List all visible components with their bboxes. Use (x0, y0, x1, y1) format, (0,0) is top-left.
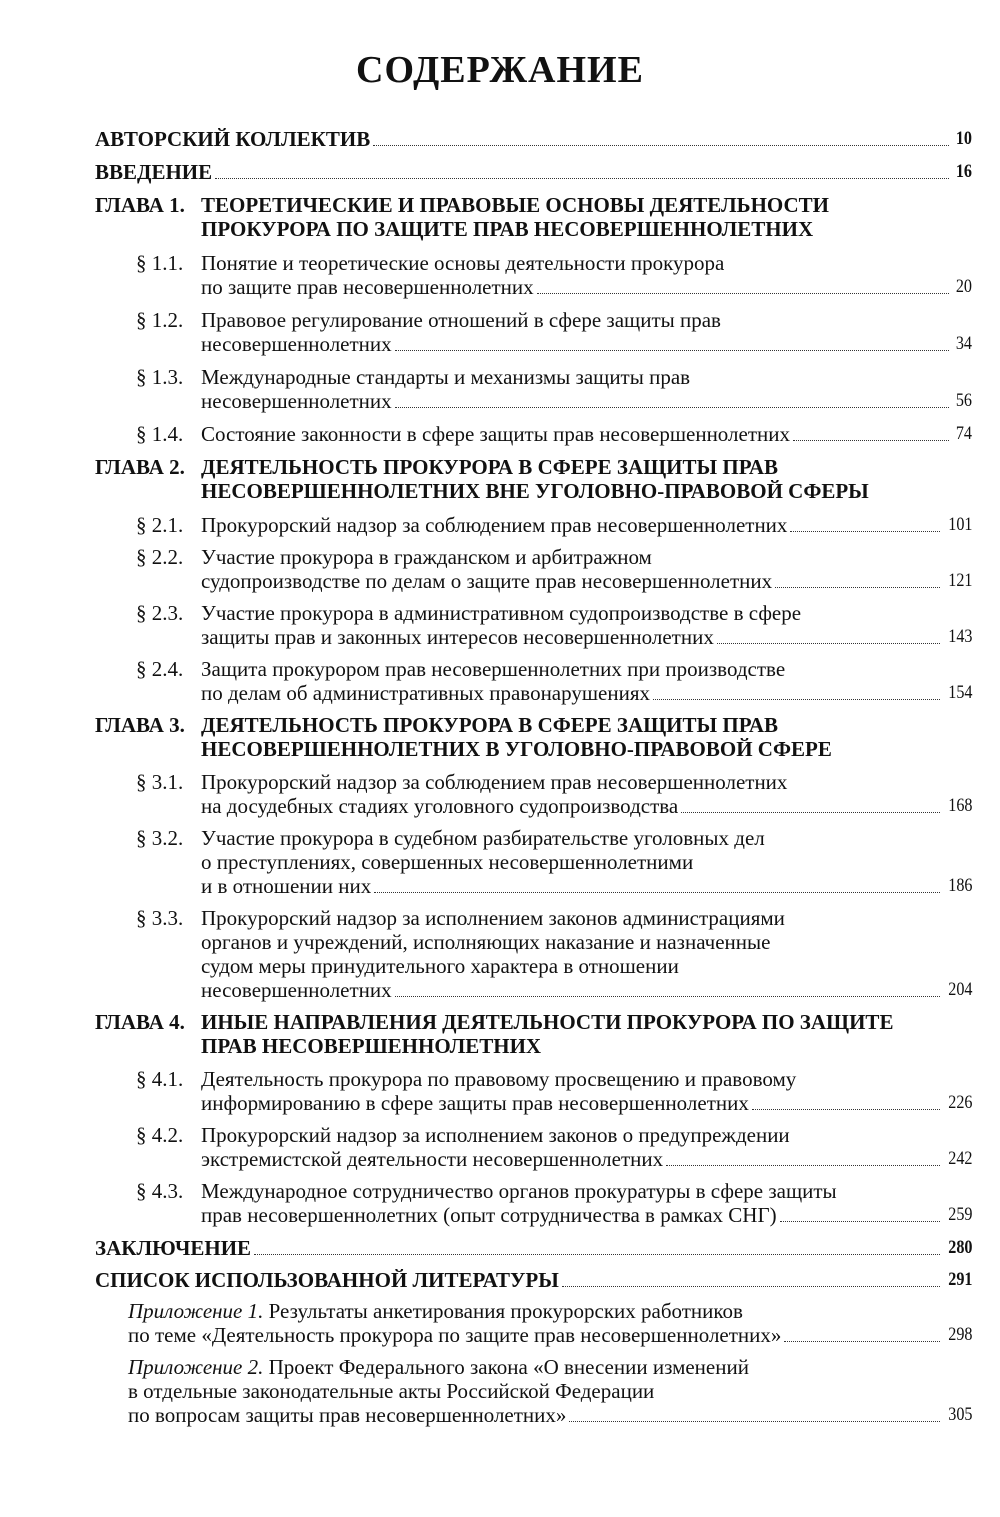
dot-leader (717, 643, 940, 644)
dot-leader (780, 1221, 940, 1222)
appendix-title: по теме «Деятельность прокурора по защите прав несовершеннолетних» (128, 1323, 782, 1347)
chapter-label: ГЛАВА 2. (95, 455, 185, 479)
section-title: Состояние законности в сфере защиты прав несовершеннолетних (201, 422, 790, 446)
toc-page-number: 186 (947, 875, 972, 896)
section-title[interactable]: Участие прокурора в судебном разбирательстве уголовных дел (201, 826, 765, 850)
chapter-label: ГЛАВА 4. (95, 1010, 185, 1034)
section-number: § 1.2. (136, 308, 184, 332)
toc-entry-2-1[interactable] (201, 512, 972, 538)
section-number: § 1.4. (136, 422, 184, 446)
toc-page-number: 143 (947, 626, 972, 647)
toc-entry-4-2[interactable] (201, 1146, 972, 1172)
section-title[interactable]: Прокурорский надзор за исполнением законов о предупреждении (201, 1123, 790, 1147)
section-number: § 1.1. (136, 251, 184, 275)
toc-entry-3-3[interactable] (201, 977, 972, 1003)
toc-page-number: 204 (947, 979, 972, 1000)
toc-page-number: 74 (955, 423, 972, 444)
section-number: § 2.4. (136, 657, 184, 681)
toc-page-number: 101 (947, 514, 972, 535)
section-number: § 3.3. (136, 906, 184, 930)
toc-entry-conclusion[interactable] (95, 1235, 972, 1261)
toc-entry-1-2[interactable] (201, 331, 972, 357)
section-title[interactable]: органов и учреждений, исполняющих наказание и назначенные (201, 930, 771, 954)
toc-page-number: 259 (947, 1204, 972, 1225)
section-title[interactable]: Защита прокурором прав несовершеннолетних при производстве (201, 657, 786, 681)
toc-entry-2-2[interactable] (201, 568, 972, 594)
toc-page-number: 242 (947, 1148, 972, 1169)
toc-page-number: 34 (955, 333, 972, 354)
toc-entry-appendix-1[interactable] (128, 1322, 972, 1348)
page-title: СОДЕРЖАНИЕ (356, 49, 644, 91)
section-number: § 4.3. (136, 1179, 184, 1203)
dot-leader (373, 145, 949, 146)
toc-page-number: 168 (947, 795, 972, 816)
dot-leader (752, 1109, 940, 1110)
section-title[interactable]: Международные стандарты и механизмы защиты прав (201, 365, 691, 389)
toc-page-number: 16 (955, 161, 972, 182)
appendix-title: по вопросам защиты прав несовершеннолетних» (128, 1403, 567, 1427)
section-title: по делам об административных правонарушениях (201, 681, 650, 705)
toc-page-number: 121 (947, 570, 972, 591)
chapter-title[interactable]: ДЕЯТЕЛЬНОСТЬ ПРОКУРОРА В СФЕРЕ ЗАЩИТЫ ПРАВ (201, 713, 779, 737)
section-number: § 3.2. (136, 826, 184, 850)
section-number: § 2.2. (136, 545, 184, 569)
dot-leader (666, 1165, 939, 1166)
chapter-title[interactable]: ИНЫЕ НАПРАВЛЕНИЯ ДЕЯТЕЛЬНОСТИ ПРОКУРОРА ПО ЗАЩИТЕ (201, 1010, 894, 1034)
toc-entry-text: СПИСОК ИСПОЛЬЗОВАННОЙ ЛИТЕРАТУРЫ (95, 1268, 559, 1292)
section-number: § 2.1. (136, 513, 184, 537)
section-title: информированию в сфере защиты прав несовершеннолетних (201, 1091, 749, 1115)
toc-page-number: 10 (955, 128, 972, 149)
dot-leader (681, 812, 939, 813)
section-number: § 3.1. (136, 770, 184, 794)
chapter-label: ГЛАВА 3. (95, 713, 185, 737)
section-title: судопроизводстве по делам о защите прав несовершеннолетних (201, 569, 773, 593)
toc-entry-2-4[interactable] (201, 680, 972, 706)
toc-page-number: 226 (947, 1092, 972, 1113)
toc-entry-authors[interactable] (95, 126, 972, 152)
section-title[interactable]: Понятие и теоретические основы деятельности прокурора (201, 251, 725, 275)
section-number: § 4.1. (136, 1067, 184, 1091)
toc-page-number: 291 (947, 1269, 972, 1290)
section-title: несовершеннолетних (201, 978, 392, 1002)
section-title[interactable]: Прокурорский надзор за соблюдением прав несовершеннолетних (201, 770, 788, 794)
section-title: Прокурорский надзор за соблюдением прав несовершеннолетних (201, 513, 788, 537)
chapter-title[interactable]: НЕСОВЕРШЕННОЛЕТНИХ В УГОЛОВНО-ПРАВОВОЙ СФЕРЕ (201, 737, 832, 761)
toc-entry-text: ЗАКЛЮЧЕНИЕ (95, 1236, 252, 1260)
toc-entry-text: АВТОРСКИЙ КОЛЛЕКТИВ (95, 127, 371, 151)
section-title[interactable]: о преступлениях, совершенных несовершеннолетними (201, 850, 694, 874)
toc-entry-appendix-2[interactable] (128, 1402, 972, 1428)
chapter-title[interactable]: ТЕОРЕТИЧЕСКИЕ И ПРАВОВЫЕ ОСНОВЫ ДЕЯТЕЛЬНОСТИ (201, 193, 830, 217)
toc-page-number: 154 (947, 682, 972, 703)
section-title: несовершеннолетних (201, 332, 392, 356)
chapter-title[interactable]: ПРАВ НЕСОВЕРШЕННОЛЕТНИХ (201, 1034, 542, 1058)
dot-leader (254, 1254, 939, 1255)
toc-entry-intro[interactable] (95, 159, 972, 185)
toc-page-number: 305 (947, 1404, 972, 1425)
section-title[interactable]: Прокурорский надзор за исполнением законов администрациями (201, 906, 785, 930)
appendix-title: Результаты анкетирования прокурорских работников (268, 1299, 743, 1323)
dot-leader (395, 350, 949, 351)
section-title: на досудебных стадиях уголовного судопроизводства (201, 794, 679, 818)
dot-leader (784, 1341, 939, 1342)
dot-leader (374, 892, 939, 893)
section-title[interactable]: Деятельность прокурора по правовому просвещению и правовому (201, 1067, 797, 1091)
appendix-label: Приложение 1. (128, 1299, 264, 1323)
toc-page-number: 280 (947, 1237, 972, 1258)
toc-entry-4-3[interactable] (201, 1202, 972, 1228)
section-title: экстремистской деятельности несовершеннолетних (201, 1147, 664, 1171)
dot-leader (653, 699, 940, 700)
section-title[interactable]: Участие прокурора в административном судопроизводстве в сфере (201, 601, 802, 625)
section-title: прав несовершеннолетних (опыт сотрудничества в рамках СНГ) (201, 1203, 777, 1227)
section-number: § 2.3. (136, 601, 184, 625)
section-number: § 4.2. (136, 1123, 184, 1147)
section-number: § 1.3. (136, 365, 184, 389)
dot-leader (395, 407, 949, 408)
chapter-label: ГЛАВА 1. (95, 193, 185, 217)
chapter-title[interactable]: ПРОКУРОРА ПО ЗАЩИТЕ ПРАВ НЕСОВЕРШЕННОЛЕТНИХ (201, 217, 814, 241)
section-title[interactable]: Правовое регулирование отношений в сфере защиты прав (201, 308, 721, 332)
toc-entry-3-1[interactable] (201, 793, 972, 819)
dot-leader (395, 996, 940, 997)
section-title[interactable]: Участие прокурора в гражданском и арбитражном (201, 545, 652, 569)
dot-leader (537, 293, 949, 294)
section-title: защиты прав и законных интересов несовершеннолетних (201, 625, 714, 649)
section-title: несовершеннолетних (201, 389, 392, 413)
toc-entry-3-2[interactable] (201, 873, 972, 899)
dot-leader (793, 440, 949, 441)
appendix-label: Приложение 2. (128, 1355, 264, 1379)
chapter-title[interactable]: НЕСОВЕРШЕННОЛЕТНИХ ВНЕ УГОЛОВНО-ПРАВОВОЙ СФЕРЫ (201, 479, 869, 503)
toc-entry-1-1[interactable] (201, 274, 972, 300)
appendix-title[interactable]: в отдельные законодательные акты Российской Федерации (128, 1379, 655, 1403)
toc-page-number: 20 (955, 276, 972, 297)
dot-leader (775, 587, 939, 588)
dot-leader (215, 178, 949, 179)
chapter-title[interactable]: ДЕЯТЕЛЬНОСТЬ ПРОКУРОРА В СФЕРЕ ЗАЩИТЫ ПРАВ (201, 455, 779, 479)
section-title[interactable]: Международное сотрудничество органов прокуратуры в сфере защиты (201, 1179, 837, 1203)
toc-entry-4-1[interactable] (201, 1090, 972, 1116)
section-title: и в отношении них (201, 874, 372, 898)
toc-entry-text: ВВЕДЕНИЕ (95, 160, 213, 184)
toc-entry-2-3[interactable] (201, 624, 972, 650)
appendix-title: Проект Федерального закона «О внесении изменений (268, 1355, 749, 1379)
section-title: по защите прав несовершеннолетних (201, 275, 534, 299)
section-title[interactable]: судом меры принудительного характера в отношении (201, 954, 679, 978)
toc-page-number: 298 (947, 1324, 972, 1345)
appendix-1-first-line[interactable] (128, 1298, 743, 1324)
dot-leader (790, 531, 939, 532)
dot-leader (569, 1421, 939, 1422)
toc-entry-1-3[interactable] (201, 388, 972, 414)
toc-page-number: 56 (955, 390, 972, 411)
appendix-2-first-line[interactable] (128, 1354, 749, 1380)
dot-leader (562, 1286, 940, 1287)
toc-entry-1-4[interactable] (201, 421, 972, 447)
toc-entry-references[interactable] (95, 1267, 972, 1293)
